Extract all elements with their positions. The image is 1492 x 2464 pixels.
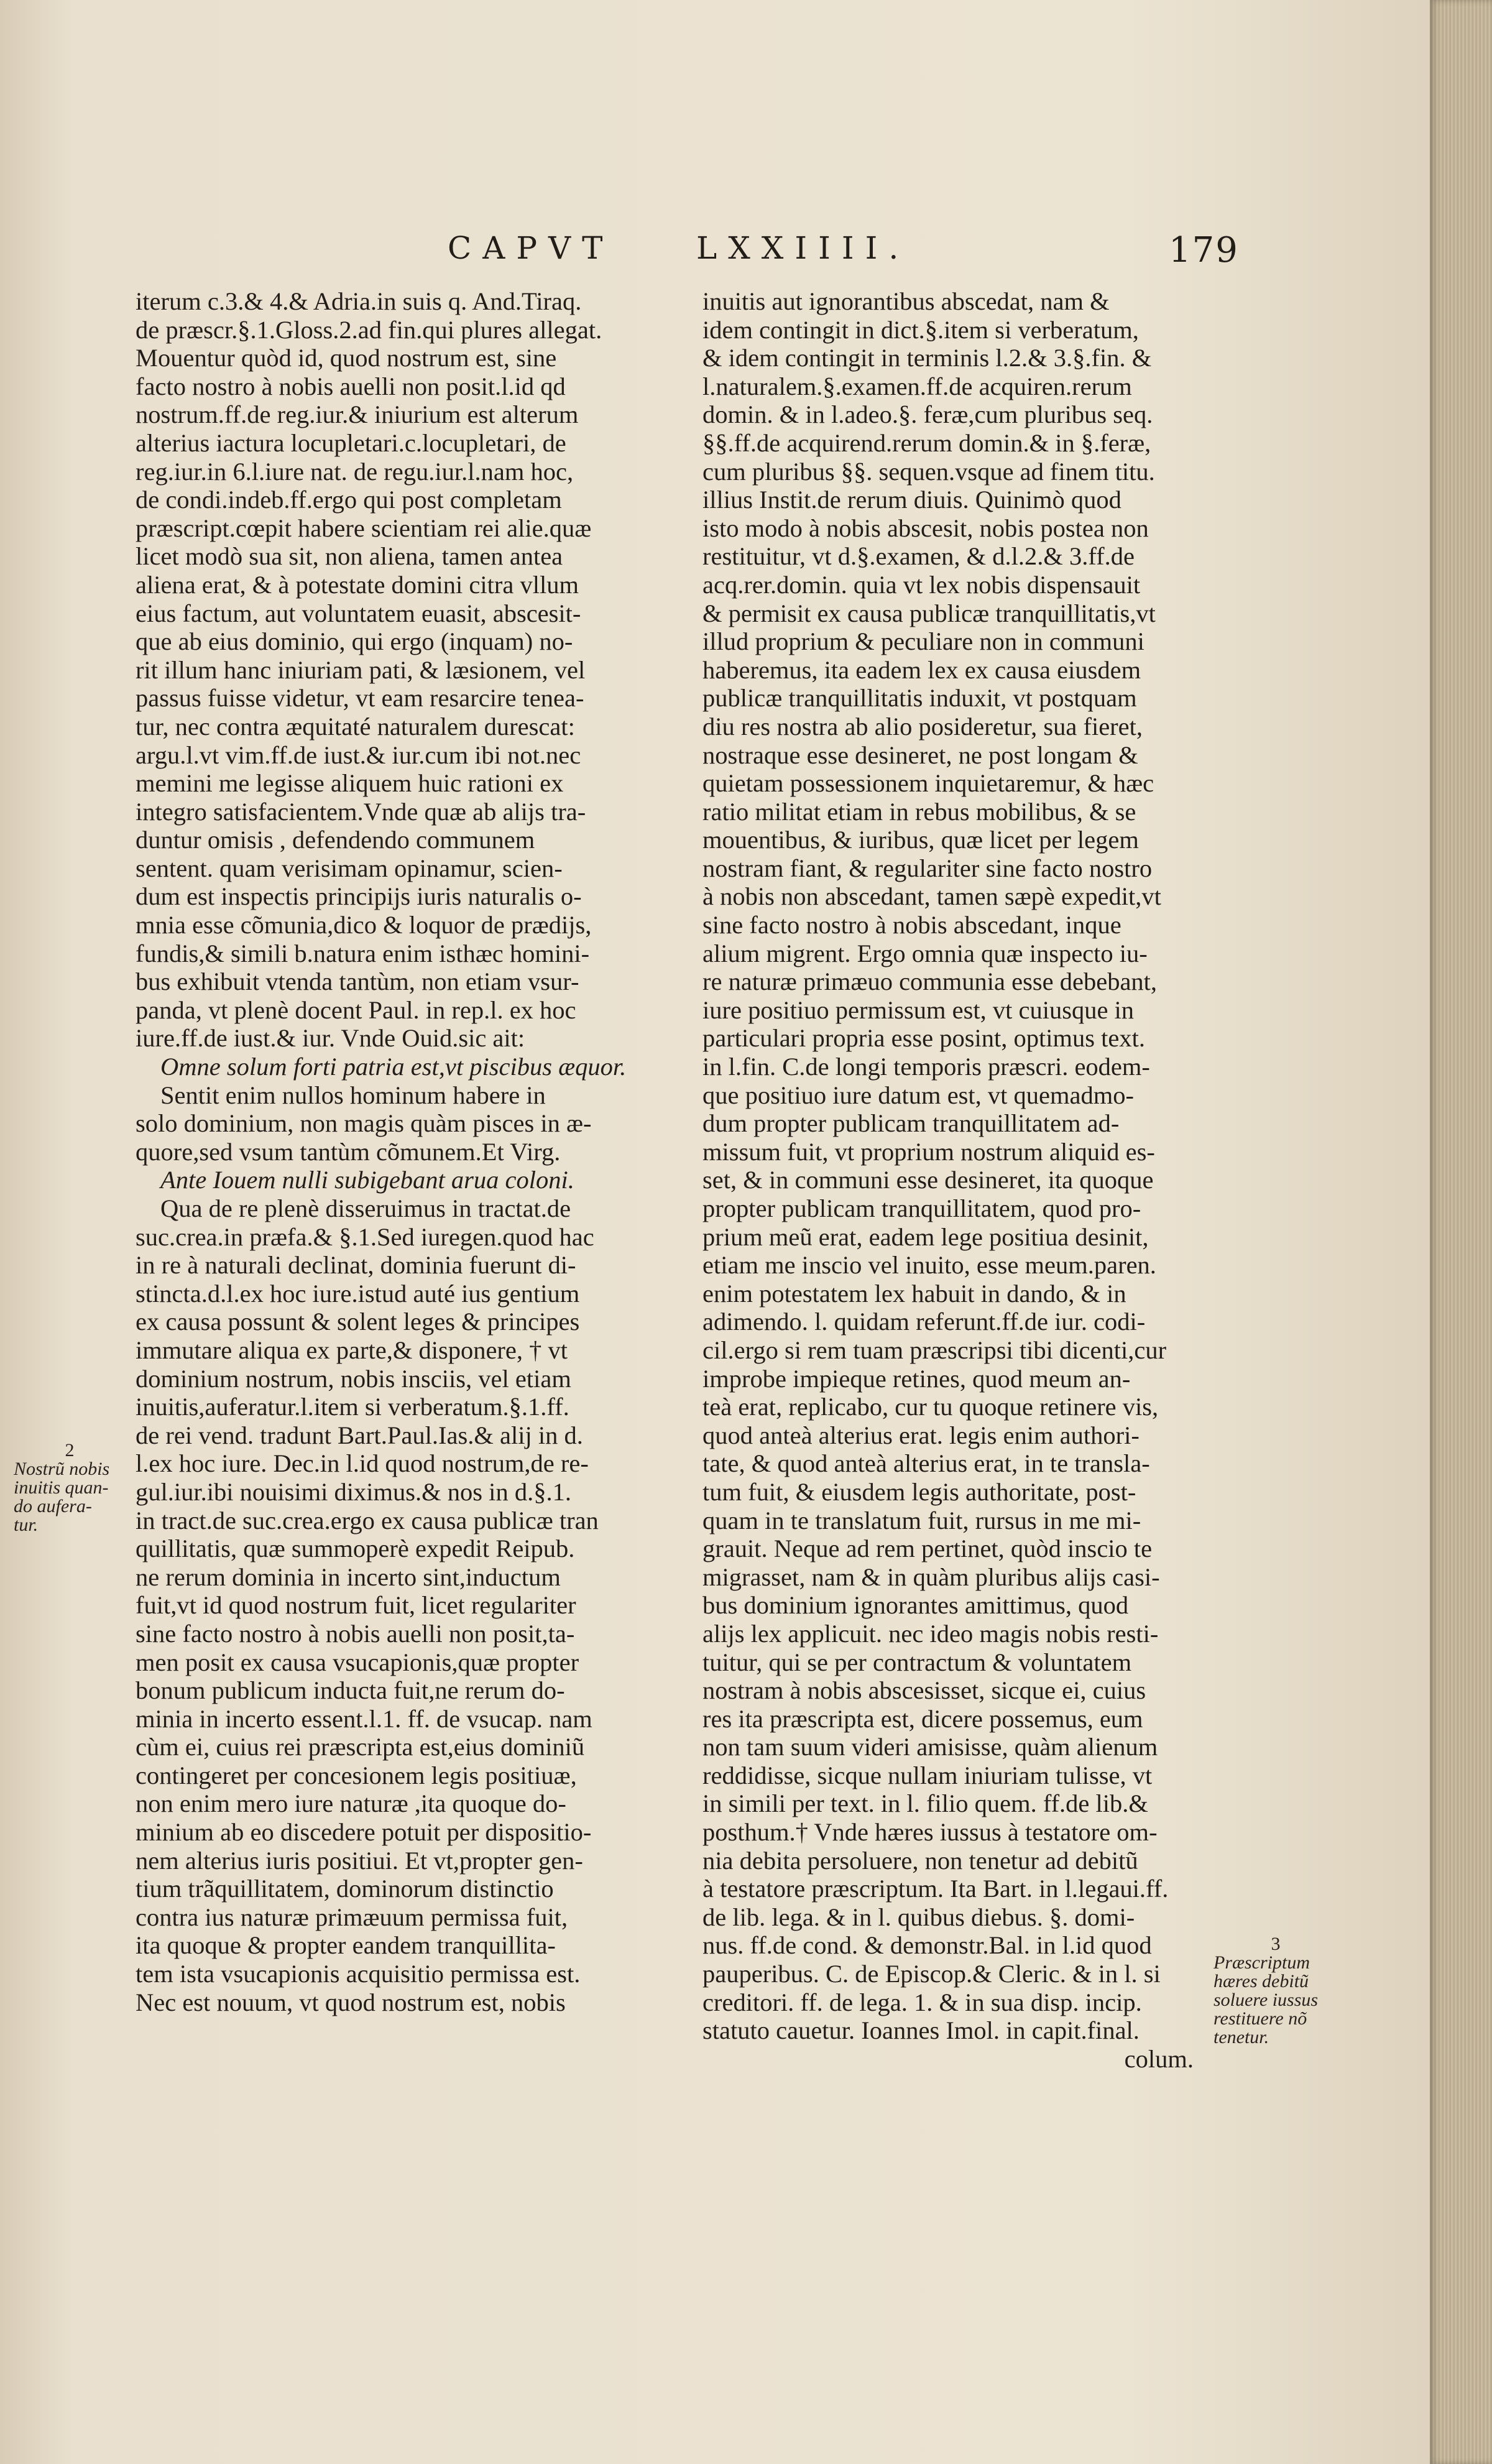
text-line: grauit. Neque ad rem pertinet, quòd inscio te: [702, 1534, 1153, 1563]
text-line: bus dominium ignorantes amittimus, quod: [702, 1591, 1129, 1620]
text-line: nem alterius iuris positiui. Et vt,propter gen-: [136, 1846, 583, 1875]
text-line: tuitur, qui se per contractum & voluntatem: [702, 1648, 1132, 1676]
text-line: que ab eius dominio, qui ergo (inquam) no-: [136, 627, 573, 656]
text-line: de lib. lega. & in l. quibus diebus. §. domi-: [702, 1903, 1135, 1931]
text-line: domin. & in l.adeo.§. feræ,cum pluribus seq.: [702, 400, 1153, 429]
text-line: fuit,vt id quod nostrum fuit, licet regulariter: [136, 1591, 576, 1620]
text-line: contra ius naturæ primæuum permissa fuit,: [136, 1903, 568, 1931]
text-line: migrasset, nam & in quàm pluribus alijs casi-: [702, 1562, 1160, 1591]
text-line: cil.ergo si rem tuam præscripsi tibi dicenti,cur: [702, 1336, 1167, 1364]
text-line: nia debita persoluere, non tenetur ad debitũ: [702, 1846, 1138, 1875]
text-line: l.ex hoc iure. Dec.in l.id quod nostrum,de re-: [136, 1449, 589, 1478]
text-line: colum.: [1124, 2044, 1194, 2073]
text-line: in simili per text. in l. filio quem. ff.de lib.&: [702, 1789, 1148, 1818]
text-line: nostram fiant, & regulariter sine facto nostro: [702, 854, 1153, 882]
text-line: eius factum, aut voluntatem euasit, abscesit-: [136, 599, 581, 627]
text-line: adimendo. l. quidam referunt.ff.de iur. codi-: [702, 1308, 1146, 1336]
text-line: set, & in communi esse desineret, ita quoque: [702, 1166, 1154, 1194]
text-line: nostram à nobis abscesisset, sicque ei, cuius: [702, 1676, 1146, 1705]
text-line: duntur omisis , defendendo communem: [136, 826, 535, 854]
text-line: ita quoque & propter eandem tranquillita-: [136, 1931, 556, 1960]
margin-note-number: 3: [1271, 1934, 1281, 1954]
text-line: tum fuit, & eiusdem legis authoritate, post-: [702, 1477, 1136, 1506]
text-line: nostrum.ff.de reg.iur.& iniurium est alterum: [136, 400, 579, 429]
text-line: improbe impieque retines, quod meum an-: [702, 1364, 1131, 1393]
text-line: inuitis,auferatur.l.item si verberatum.§.1.ff.: [136, 1393, 569, 1421]
margin-note-line: inuitis quan-: [14, 1477, 109, 1498]
text-line: alijs lex applicuit. nec ideo magis nobis resti-: [702, 1619, 1159, 1648]
folio-number: 179: [1169, 230, 1239, 270]
text-line: integro satisfacientem.Vnde quæ ab alijs tra-: [136, 797, 586, 826]
text-line: rit illum hanc iniuriam pati, & læsionem, vel: [136, 655, 586, 684]
text-line: §§.ff.de acquirend.rerum domin.& in §.feræ,: [702, 428, 1151, 457]
text-line: alium migrent. Ergo omnia quæ inspecto iu-: [702, 939, 1148, 967]
running-header: [311, 230, 1239, 280]
text-line: l.naturalem.§.examen.ff.de acquiren.rerum: [702, 372, 1132, 400]
text-line: nus. ff.de cond. & demonstr.Bal. in l.id quod: [702, 1931, 1152, 1960]
text-line: que positiuo iure datum est, vt quemadmo-: [702, 1081, 1134, 1109]
text-line: immutare aliqua ex parte,& disponere, † vt: [136, 1336, 568, 1364]
text-line: haberemus, ita eadem lex ex causa eiusdem: [702, 655, 1141, 684]
text-line: pauperibus. C. de Episcop.& Cleric. & in l. si: [702, 1960, 1161, 1988]
text-line: iure.ff.de iust.& iur. Vnde Ouid.sic ait:: [136, 1024, 525, 1053]
text-line: minia in incerto essent.l.1. ff. de vsucap. nam: [136, 1704, 592, 1733]
text-line: quore,sed vsum tantùm cõmunem.Et Virg.: [136, 1137, 561, 1166]
margin-note-line: tur.: [14, 1515, 39, 1535]
text-line: particulari propria esse posint, optimus text.: [702, 1024, 1145, 1053]
text-line: Nec est nouum, vt quod nostrum est, nobis: [136, 1988, 566, 2016]
text-line: nostraque esse desineret, ne post longam &: [702, 741, 1138, 769]
text-line: quillitatis, quæ summoperè expedit Reipub.: [136, 1534, 575, 1563]
left-margin-note: [14, 1441, 126, 1534]
text-line: Qua de re plenè disseruimus in tractat.de: [160, 1194, 571, 1222]
text-line: memini me legisse aliquem huic rationi ex: [136, 769, 564, 798]
text-line: & permisit ex causa publicæ tranquillitatis,vt: [702, 599, 1156, 627]
text-line: reddidisse, sicque nullam iniuriam tulisse, vt: [702, 1761, 1153, 1789]
text-line: tate, & quod anteà alterius erat, in te translа-: [702, 1449, 1150, 1478]
text-line: fundis,& simili b.natura enim isthæc homini-: [136, 939, 590, 967]
text-line: panda, vt plenè docent Paul. in rep.l. ex hoc: [136, 995, 576, 1024]
text-line: de rei vend. tradunt Bart.Paul.Ias.& alij in d.: [136, 1421, 583, 1449]
text-line: iterum c.3.& 4.& Adria.in suis q. And.Tiraq.: [136, 287, 582, 315]
text-line: gul.iur.ibi nouisimi diximus.& nos in d.§.1.: [136, 1477, 571, 1506]
text-line: Mouentur quòd id, quod nostrum est, sine: [136, 344, 557, 372]
text-line: contingeret per concesionem legis positiuæ,: [136, 1761, 577, 1789]
text-line: acq.rer.domin. quia vt lex nobis dispensauit: [702, 570, 1141, 599]
text-line: de condi.indeb.ff.ergo qui post completam: [136, 486, 562, 514]
text-line: illud proprium & peculiare non in communi: [702, 627, 1144, 656]
text-line: enim potestatem lex habuit in dando, & in: [702, 1279, 1126, 1308]
margin-note-line: hæres debitũ: [1213, 1971, 1309, 1991]
text-line: propter publicam tranquillitatem, quod pro-: [702, 1194, 1141, 1222]
text-line: missum fuit, vt proprium nostrum aliquid es-: [702, 1137, 1155, 1166]
text-line: à nobis non abscedant, tamen sæpè expedit,vt: [702, 882, 1161, 911]
text-line: solo dominium, non magis quàm pisces in æ-: [136, 1109, 592, 1138]
header-caput: CAPVT: [448, 230, 614, 266]
left-text-column: [136, 287, 652, 2016]
text-line: de præscr.§.1.Gloss.2.ad fin.qui plures allegat.: [136, 315, 602, 344]
text-line: creditori. ff. de lega. 1. & in sua disp. incip.: [702, 1988, 1142, 2016]
text-line: dum propter publicam tranquillitatem ad-: [702, 1109, 1120, 1138]
margin-note-line: soluere iussus: [1213, 1990, 1319, 2010]
text-line: in re à naturali declinat, dominia fuerunt di-: [136, 1251, 576, 1280]
text-line: alterius iactura locupletari.c.locupletari, de: [136, 428, 566, 457]
text-line: prium meũ erat, eadem lege positiua desinit,: [702, 1222, 1149, 1251]
text-line: Sentit enim nullos hominum habere in: [160, 1081, 546, 1109]
margin-note-line: Nostrũ nobis: [14, 1459, 110, 1479]
header-chapter-number: LXXIIII.: [696, 230, 910, 266]
text-line: ratio militat etiam in rebus mobilibus, & se: [702, 797, 1136, 826]
page-stack-edge: [1430, 0, 1492, 2464]
text-line: sine facto nostro à nobis auelli non posit,ta-: [136, 1619, 575, 1648]
text-line: dum est inspectis principijs iuris naturalis o-: [136, 882, 582, 911]
text-line: tur, nec contra æquitaté naturalem durescat:: [136, 712, 575, 741]
text-line: reg.iur.in 6.l.iure nat. de regu.iur.l.nam hoc,: [136, 457, 574, 486]
text-line: dominium nostrum, nobis insciis, vel etiam: [136, 1364, 571, 1393]
text-line: cum pluribus §§. sequen.vsque ad finem titu.: [702, 457, 1155, 486]
text-line: illius Instit.de rerum diuis. Quinimò quod: [702, 486, 1121, 514]
text-line: res ita præscripta est, dicere possemus, eum: [702, 1704, 1143, 1733]
text-line: quam in te translatum fuit, rursus in me mi-: [702, 1506, 1141, 1534]
text-line: præscript.cœpit habere scientiam rei alie.quæ: [136, 514, 592, 542]
text-line: teà erat, replicabo, cur tu quoque retinere vis,: [702, 1393, 1159, 1421]
text-line: men posit ex causa vsucapionis,quæ propter: [136, 1648, 579, 1676]
text-line: publicæ tranquillitatis induxit, vt postquam: [702, 684, 1137, 713]
text-line: ex causa possunt & solent leges & principes: [136, 1308, 580, 1336]
text-line: non tam suum videri amisisse, quàm alienum: [702, 1733, 1158, 1761]
text-line: passus fuisse videtur, vt eam resarcire tenea-: [136, 684, 584, 713]
text-line: aliena erat, & à potestate domini citra vllum: [136, 570, 579, 599]
text-line: facto nostro à nobis auelli non posit.l.id qd: [136, 372, 566, 400]
text-line: licet modò sua sit, non aliena, tamen antea: [136, 542, 563, 571]
margin-note-line: tenetur.: [1213, 2027, 1269, 2047]
text-line: tem ista vsucapionis acquisitio permissa est.: [136, 1960, 581, 1988]
text-line: sentent. quam verisimam opinamur, scien-: [136, 854, 563, 882]
text-line: tium trãquillitatem, dominorum distinctio: [136, 1875, 554, 1903]
text-line: Ante Iouem nulli subigebant arua coloni.: [160, 1166, 574, 1194]
text-line: etiam me inscio vel inuito, esse meum.paren.: [702, 1251, 1156, 1280]
text-line: re naturæ primæuo communia esse debebant,: [702, 967, 1158, 996]
text-line: non enim mero iure naturæ ,ita quoque do-: [136, 1789, 566, 1818]
text-line: bonum publicum inducta fuit,ne rerum do-: [136, 1676, 565, 1705]
text-line: minium ab eo discedere potuit per dispositio-: [136, 1818, 592, 1847]
text-line: mouentibus, & iuribus, quæ licet per legem: [702, 826, 1139, 854]
text-line: argu.l.vt vim.ff.de iust.& iur.cum ibi not.nec: [136, 741, 581, 769]
text-line: restituitur, vt d.§.examen, & d.l.2.& 3.ff.de: [702, 542, 1135, 571]
text-line: quod anteà alterius erat. legis enim authori-: [702, 1421, 1140, 1449]
margin-note-number: 2: [65, 1440, 75, 1460]
text-line: in tract.de suc.crea.ergo ex causa publicæ tran: [136, 1506, 599, 1534]
text-line: bus exhibuit vtenda tantùm, non etiam vsur-: [136, 967, 579, 996]
text-line: à testatore præscriptum. Ita Bart. in l.legaui.ff.: [702, 1875, 1169, 1903]
right-text-column: [702, 287, 1218, 2073]
text-line: posthum.† Vnde hæres iussus à testatore om-: [702, 1818, 1158, 1847]
text-line: mnia esse cõmunia,dico & loquor de prædijs,: [136, 911, 592, 939]
margin-note-line: restituere nõ: [1213, 2008, 1307, 2029]
text-line: isto modo à nobis abscesit, nobis postea non: [702, 514, 1149, 542]
text-line: diu res nostra ab alio posideretur, sua fieret,: [702, 712, 1143, 741]
right-margin-note: [1213, 1935, 1338, 2047]
text-line: ne rerum dominia in incerto sint,inductum: [136, 1562, 561, 1591]
text-line: statuto cauetur. Ioannes Imol. in capit.final.: [702, 2016, 1140, 2045]
text-line: iure positiuo permissum est, vt cuiusque in: [702, 995, 1135, 1024]
text-line: sine facto nostro à nobis abscedant, inque: [702, 911, 1121, 939]
text-line: idem contingit in dict.§.item si verberatum,: [702, 315, 1139, 344]
text-line: suc.crea.in præfa.& §.1.Sed iuregen.quod hac: [136, 1222, 594, 1251]
text-line: cùm ei, cuius rei præscripta est,eius dominiũ: [136, 1733, 585, 1761]
text-line: Omne solum forti patria est,vt piscibus æquor.: [160, 1053, 627, 1081]
text-line: inuitis aut ignorantibus abscedat, nam &: [702, 287, 1110, 315]
margin-note-line: Præscriptum: [1213, 1952, 1310, 1973]
text-line: & idem contingit in terminis l.2.& 3.§.fin. &: [702, 344, 1152, 372]
text-line: in l.fin. C.de longi temporis præscri. eodem-: [702, 1053, 1150, 1081]
text-line: stincta.d.l.ex hoc iure.istud auté ius gentium: [136, 1279, 580, 1308]
margin-note-line: do aufera-: [14, 1496, 92, 1516]
text-line: quietam possessionem inquietaremur, & hæc: [702, 769, 1154, 798]
